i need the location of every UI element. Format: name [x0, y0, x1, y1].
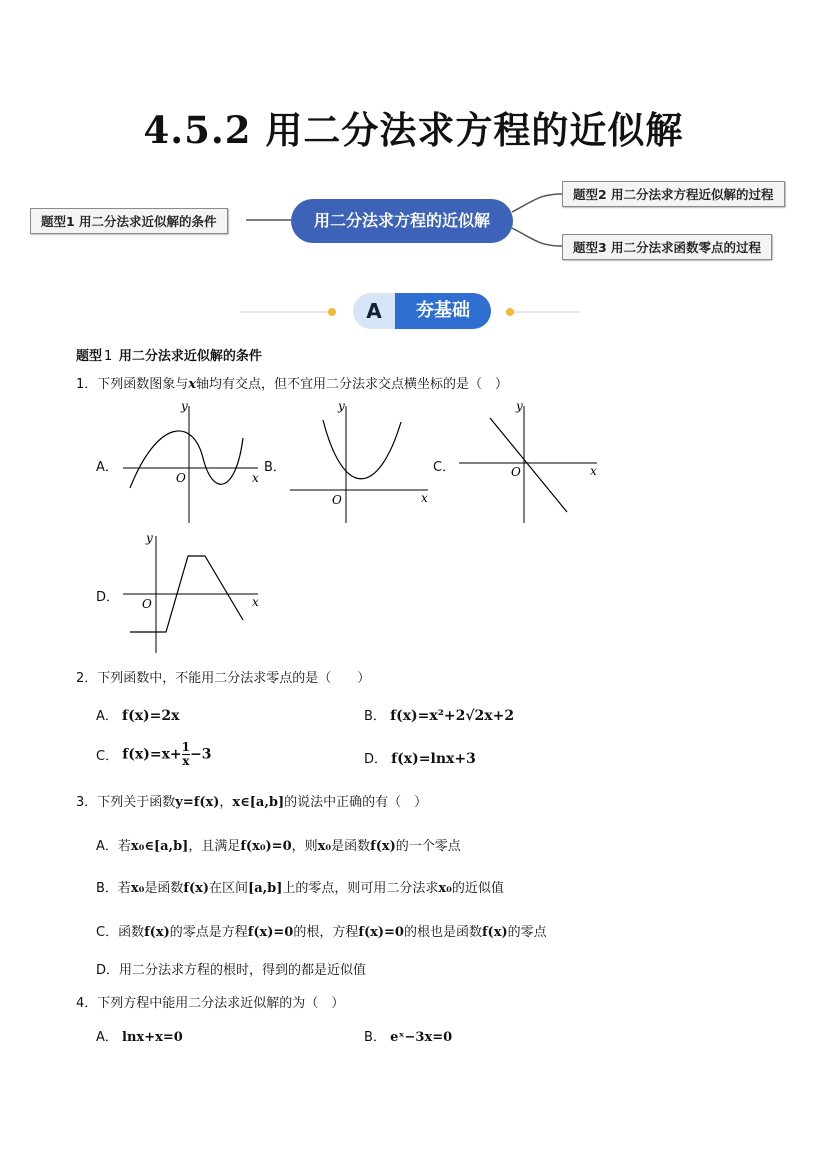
banner-title: 夯基础 [395, 293, 491, 329]
q1-graph-b [288, 398, 438, 526]
q1-graph-c [457, 398, 607, 526]
svg-text:O: O [332, 493, 342, 507]
question-4-stem: 4．下列方程中能用二分法求近似解的为（ ） [76, 996, 345, 1011]
svg-text:x: x [252, 471, 259, 485]
svg-text:O: O [176, 471, 186, 485]
svg-text:x: x [252, 595, 259, 609]
q3-option-a: A．若x₀∈[a,b]，且满足f(x₀)=0，则x₀是函数f(x)的一个零点 [96, 839, 461, 854]
banner-dot-left [328, 308, 336, 316]
banner-dot-right [506, 308, 514, 316]
q2-option-a: A． f(x)=2x [96, 708, 180, 724]
page-title: 4.5.2 用二分法求方程的近似解 [143, 108, 684, 152]
q2-option-c: C． f(x)=x+ $\frac{1}{x}$ −3 [96, 740, 212, 768]
banner-letter: A [353, 293, 395, 329]
question-2-stem: 2．下列函数中，不能用二分法求零点的是（ ） [76, 671, 371, 686]
q1-option-a-label: A． [96, 460, 118, 475]
q4-option-b: B． eˣ−3x=0 [364, 1030, 453, 1045]
svg-text:O: O [142, 597, 152, 611]
svg-text:x: x [421, 491, 428, 505]
svg-text:O: O [511, 465, 521, 479]
q3-option-d: D．用二分法求方程的根时，得到的都是近似值 [96, 963, 367, 978]
svg-text:y: y [146, 531, 153, 545]
svg-text:y: y [338, 399, 345, 413]
svg-text:y: y [181, 399, 188, 413]
q3-option-c: C．函数f(x)的零点是方程f(x)=0的根，方程f(x)=0的根也是函数f(x)的零点 [96, 925, 547, 940]
q1-graph-a [118, 398, 268, 526]
section-heading: 题型 1 用二分法求近似解的条件 [76, 349, 262, 364]
q2-option-b: B． f(x)=x²+2√2x+2 [364, 708, 515, 724]
q1-option-b-label: B． [264, 460, 286, 475]
mindmap-center-node: 用二分法求方程的近似解 [291, 199, 513, 243]
q1-graph-d [118, 528, 268, 656]
svg-text:y: y [516, 399, 523, 413]
q2-option-d: D． f(x)=lnx+3 [364, 751, 476, 767]
mindmap-node-right-top: 题型2 用二分法求方程近似解的过程 [562, 181, 785, 207]
mindmap-node-right-bottom: 题型3 用二分法求函数零点的过程 [562, 234, 772, 260]
svg-text:x: x [590, 464, 597, 478]
q2-option-c-fraction: $\frac{1}{x}$ [181, 740, 191, 768]
mindmap-node-left: 题型1 用二分法求近似解的条件 [30, 208, 228, 234]
q1-option-c-label: C． [433, 460, 456, 475]
question-1-stem: 1．下列函数图象与x轴均有交点，但不宜用二分法求交点横坐标的是（ ） [76, 377, 509, 392]
q3-option-b: B．若x₀是函数f(x)在区间[a,b]上的零点，则可用二分法求x₀的近似值 [96, 881, 504, 896]
q1-option-d-label: D． [96, 590, 120, 605]
question-3-stem: 3．下列关于函数y=f(x)，x∈[a,b]的说法中正确的有（ ） [76, 795, 428, 810]
q4-option-a: A． lnx+x=0 [96, 1030, 183, 1045]
